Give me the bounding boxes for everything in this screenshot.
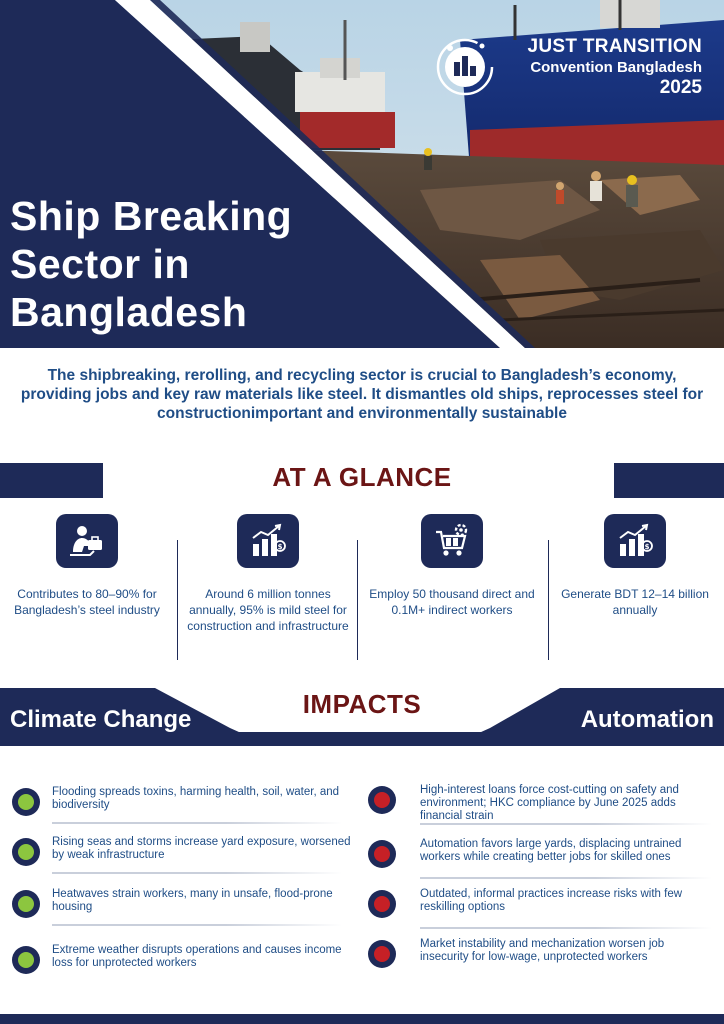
climate-item bbox=[12, 890, 352, 938]
page-title bbox=[10, 192, 370, 336]
title-line-1: Ship Breaking bbox=[10, 193, 293, 239]
convention-logo-icon bbox=[434, 36, 496, 98]
stat-divider bbox=[177, 540, 178, 660]
climate-item bbox=[12, 946, 352, 994]
green-bullet-icon bbox=[12, 946, 40, 974]
brand-block bbox=[434, 32, 704, 102]
automation-item-text: Automation favors large yards, displacing untrained workers while creating better jobs for skilled ones bbox=[420, 838, 682, 863]
red-bullet-icon bbox=[368, 786, 396, 814]
green-bullet-icon bbox=[12, 788, 40, 816]
growth-chart-icon bbox=[604, 514, 666, 568]
stat-text: Employ 50 thousand direct and 0.1M+ indirect workers bbox=[369, 587, 535, 617]
climate-item bbox=[12, 788, 352, 836]
climate-item-text: Rising seas and storms increase yard exposure, worsened by weak infrastructure bbox=[52, 836, 351, 861]
brand-year: 2025 bbox=[659, 77, 702, 98]
stat-tonnage bbox=[182, 514, 354, 654]
stat-employment bbox=[362, 514, 542, 654]
climate-item-text: Heatwaves strain workers, many in unsafe, flood-prone housing bbox=[52, 888, 333, 913]
stat-steel-share bbox=[2, 514, 172, 654]
green-bullet-icon bbox=[12, 838, 40, 866]
red-bullet-icon bbox=[368, 840, 396, 868]
automation-item bbox=[368, 786, 718, 834]
item-divider bbox=[52, 822, 342, 824]
glance-heading: AT A GLANCE bbox=[272, 462, 452, 492]
title-line-2: Sector in bbox=[10, 241, 190, 287]
red-bullet-icon bbox=[368, 890, 396, 918]
green-bullet-icon bbox=[12, 890, 40, 918]
climate-change-heading: Climate Change bbox=[10, 706, 192, 733]
intro-paragraph: The shipbreaking, rerolling, and recycling sector is crucial to Bangladesh’s economy, providing jobs and key raw materials like steel. It dismantles old ships, reprocesses steel for constructionimportant and environmentally sustainable bbox=[20, 367, 704, 422]
footer-bar bbox=[0, 1014, 724, 1024]
red-bullet-icon bbox=[368, 940, 396, 968]
stat-text: Around 6 million tonnes annually, 95% is mild steel for construction and infrastructure bbox=[187, 587, 349, 633]
item-divider bbox=[52, 872, 342, 874]
climate-item-text: Extreme weather disrupts operations and causes income loss for unprotected workers bbox=[52, 944, 342, 969]
item-divider bbox=[420, 927, 712, 929]
automation-item bbox=[368, 890, 718, 938]
item-divider bbox=[420, 823, 712, 825]
stat-divider bbox=[548, 540, 549, 660]
automation-item bbox=[368, 940, 718, 988]
hero-banner bbox=[0, 0, 724, 348]
stat-revenue bbox=[552, 514, 718, 654]
stat-divider bbox=[357, 540, 358, 660]
climate-item-text: Flooding spreads toxins, harming health, soil, water, and biodiversity bbox=[52, 786, 340, 811]
stat-text: Generate BDT 12–14 billion annually bbox=[561, 587, 709, 617]
worker-steel-icon bbox=[56, 514, 118, 568]
automation-heading: Automation bbox=[580, 706, 714, 733]
automation-item bbox=[368, 840, 718, 888]
svg-text:$: $ bbox=[277, 543, 283, 551]
stat-text: Contributes to 80–90% for Bangladesh’s steel industry bbox=[14, 587, 160, 617]
automation-item-text: Outdated, informal practices increase risks with few reskilling options bbox=[420, 888, 683, 913]
brand-title: JUST TRANSITION bbox=[527, 36, 702, 57]
cart-gear-icon bbox=[421, 514, 483, 568]
item-divider bbox=[52, 924, 342, 926]
svg-text:$: $ bbox=[644, 543, 650, 551]
impacts-heading: IMPACTS bbox=[302, 689, 422, 719]
climate-item bbox=[12, 838, 352, 886]
automation-item-text: Market instability and mechanization worsen job insecurity for low-wage, unprotected workers bbox=[420, 938, 665, 963]
growth-chart-icon bbox=[237, 514, 299, 568]
automation-item-text: High-interest loans force cost-cutting on safety and environment; HKC compliance by June 2025 adds financial strain bbox=[420, 784, 679, 822]
title-line-3: Bangladesh bbox=[10, 289, 248, 335]
item-divider bbox=[420, 877, 712, 879]
brand-subtitle: Convention Bangladesh bbox=[530, 59, 702, 76]
